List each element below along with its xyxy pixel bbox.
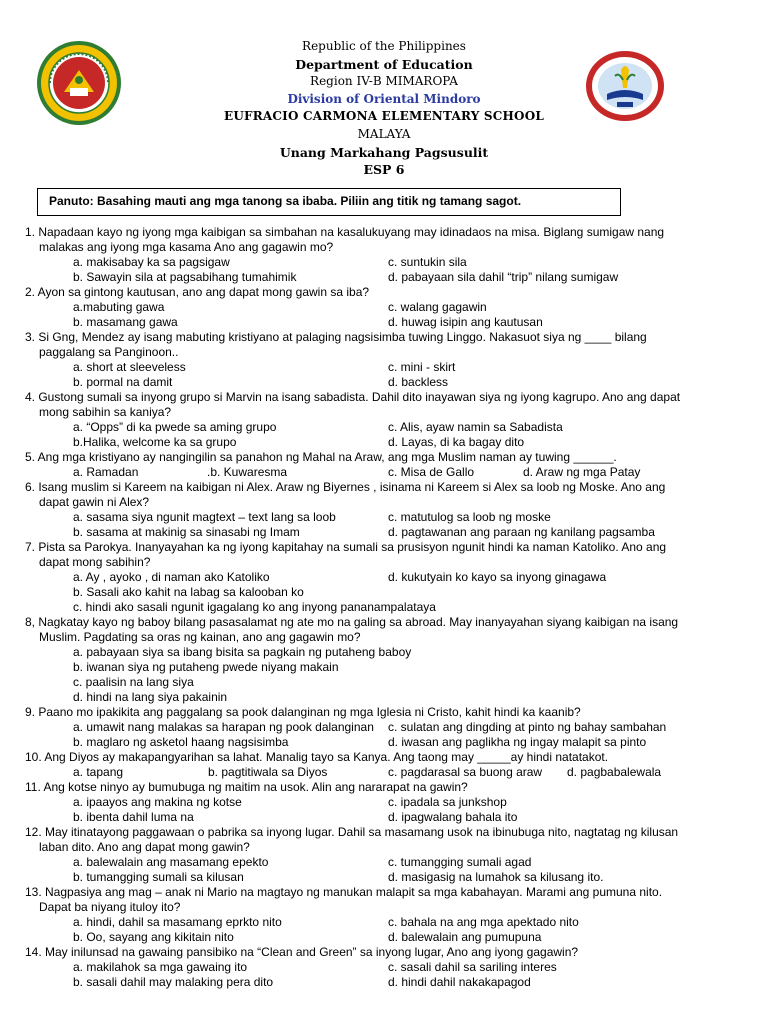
question-14 (0, 945, 768, 990)
question-stem: 4. Gustong sumali sa inyong grupo si Marvin na isang sabadista. Dahil dito inayawan siya ng iyong kagrupo. Ano ang dapat (25, 390, 681, 404)
question-stem: paggalang sa Panginoon.. (39, 345, 179, 359)
option-c: c. paalisin na lang siya (73, 675, 194, 689)
option-b: b. Oo, sayang ang kikitain nito (73, 930, 234, 944)
option-c: c. bahala na ang mga apektado nito (388, 915, 579, 929)
option-c: c. suntukin sila (388, 255, 467, 269)
question-stem: 11. Ang kotse ninyo ay bumubuga ng maitim na usok. Alin ang nararapat na gawin? (25, 780, 468, 794)
option-b: b. maglaro ng asketol haang nagsisimba (73, 735, 289, 749)
question-stem: dapat gawin ni Alex? (39, 495, 150, 509)
option-d: d. hindi dahil nakakapagod (388, 975, 531, 989)
question-stem: Dapat ba niyang ituloy ito? (39, 900, 181, 914)
school-name: EUFRACIO CARMONA ELEMENTARY SCHOOL (224, 109, 544, 124)
option-d: d. Araw ng mga Patay (523, 465, 641, 479)
question-10 (0, 750, 768, 780)
question-5 (0, 450, 768, 480)
option-d: d. ipagwalang bahala ito (388, 810, 518, 824)
option-c: c. sasali dahil sa sariling interes (388, 960, 557, 974)
question-8 (0, 615, 768, 705)
option-c: c. hindi ako sasali ngunit igagalang ko ang inyong pananampalataya (73, 600, 436, 614)
question-3 (0, 330, 768, 390)
question-stem: 2. Ayon sa gintong kautusan, ano ang dapat mong gawin sa iba? (25, 285, 370, 299)
option-b: b. Sasali ako kahit na labag sa kalooban ko (73, 585, 304, 599)
option-a: a. umawit nang malakas sa harapan ng pook dalanginan (73, 720, 374, 734)
question-12 (0, 825, 768, 885)
question-stem: dapat mong sabihin? (39, 555, 151, 569)
option-b: .b. Kuwaresma (207, 465, 288, 479)
division-line: Division of Oriental Mindoro (287, 91, 481, 106)
option-a: a. Ramadan (73, 465, 139, 479)
question-6 (0, 480, 768, 540)
department-line: Department of Education (295, 56, 473, 72)
question-stem: 3. Si Gng, Mendez ay isang mabuting kristiyano at palaging nagsisimba tuwing Linggo. Nakasuot siya ng ____ bilang (25, 330, 647, 344)
option-c: c. sulatan ang dingding at pinto ng bahay sambahan (388, 720, 667, 734)
option-c: c. pagdarasal sa buong araw (388, 765, 543, 779)
subject-title: ESP 6 (363, 162, 405, 178)
option-a: a. makisabay ka sa pagsigaw (73, 255, 230, 269)
option-b: b. pormal na damit (73, 375, 173, 389)
option-c: c. Misa de Gallo (388, 465, 475, 479)
option-a: a. makilahok sa mga gawaing ito (73, 960, 248, 974)
option-d: d. backless (388, 375, 449, 389)
option-a: a. short at sleeveless (73, 360, 186, 374)
option-b: b. masamang gawa (73, 315, 178, 329)
option-a: a. tapang (73, 765, 124, 779)
option-a: a. ipaayos ang makina ng kotse (73, 795, 242, 809)
option-a: a. pabayaan siya sa ibang bisita sa pagkain ng putaheng baboy (73, 645, 412, 659)
question-stem: mong sabihin sa kaniya? (39, 405, 172, 419)
question-stem: 13. Nagpasiya ang mag – anak ni Mario na magtayo ng manukan malapit sa mga kabahayan. Marami ang pumuna nito. (25, 885, 663, 899)
question-stem: 9. Paano mo ipakikita ang paggalang sa pook dalanginan ng mga Iglesia ni Cristo, kahit hindi ka kaanib? (25, 705, 581, 719)
option-c: c. ipadala sa junkshop (388, 795, 507, 809)
option-d: d. pagbabalewala (567, 765, 662, 779)
option-c: c. tumangging sumali agad (388, 855, 532, 869)
town-line: MALAYA (357, 126, 411, 141)
option-d: d. pagtawanan ang paraan ng kanilang pagsamba (388, 525, 655, 539)
option-b: b. tumangging sumali sa kilusan (73, 870, 244, 884)
option-d: d. kukutyain ko kayo sa inyong ginagawa (388, 570, 607, 584)
question-9 (0, 705, 768, 750)
option-d: d. huwag isipin ang kautusan (388, 315, 543, 329)
instructions-box: Panuto: Basahing mauti ang mga tanong sa ibaba. Piliin ang titik ng tamang sagot. (37, 188, 621, 216)
option-b: b. pagtitiwala sa Diyos (208, 765, 328, 779)
option-d: d. iwasan ang paglikha ng ingay malapit sa pinto (388, 735, 647, 749)
option-d: d. balewalain ang pumupuna (388, 930, 542, 944)
option-d: d. hindi na lang siya pakainin (73, 690, 228, 704)
republic-line: Republic of the Philippines (302, 39, 466, 53)
option-b: b. Sawayin sila at pagsabihang tumahimik (73, 270, 297, 284)
option-c: c. Alis, ayaw namin sa Sabadista (388, 420, 563, 434)
question-1 (0, 225, 768, 285)
option-b: b.Halika, welcome ka sa grupo (73, 435, 237, 449)
exam-title: Unang Markahang Pagsusulit (279, 144, 489, 160)
question-stem: malakas ang iyong mga kasama Ano ang gagawin mo? (39, 240, 334, 254)
option-a: a. Ay , ayoko , di naman ako Katoliko (73, 570, 270, 584)
option-a: a.mabuting gawa (73, 300, 165, 314)
option-a: a. balewalain ang masamang epekto (73, 855, 269, 869)
question-stem: 8, Nagkatay kayo ng baboy bilang pasasalamat ng ate mo na galing sa abroad. May inanyayahan siyang kaibigan na isang (25, 615, 679, 629)
question-11 (0, 780, 768, 825)
question-stem: 10. Ang Diyos ay makapangyarihan sa lahat. Manalig tayo sa Kanya. Ang taong may _____ay hindi natatakot. (25, 750, 609, 764)
option-c: c. walang gagawin (388, 300, 487, 314)
option-b: b. sasali dahil may malaking pera dito (73, 975, 274, 989)
question-stem: 7. Pista sa Parokya. Inanyayahan ka ng iyong kapitahay na sumali sa prusisyon ngunit hindi ka naman Katoliko. Ano ang (25, 540, 667, 554)
question-7 (0, 540, 768, 615)
question-stem: 6. Isang muslim si Kareem na kaibigan ni Alex. Araw ng Biyernes , isinama ni Kareem si Alex sa loob ng Moske. Ano ang (25, 480, 666, 494)
question-stem: 5. Ang mga kristiyano ay nangingilin sa panahon ng Mahal na Araw, ang mga Muslim naman ay tuwing ______. (25, 450, 617, 464)
question-13 (0, 885, 768, 945)
question-2 (0, 285, 768, 330)
option-a: a. “Opps” di ka pwede sa aming grupo (73, 420, 277, 434)
option-a: a. sasama siya ngunit magtext – text lang sa loob (73, 510, 336, 524)
question-stem: 14. May inilunsad na gawaing pansibiko na “Clean and Green” sa inyong lugar, Ano ang iyong gagawin? (25, 945, 579, 959)
question-stem: Muslim. Pagdating sa oras ng kainan, ano ang gagawin mo? (39, 630, 361, 644)
question-stem: 12. May itinatayong paggawaan o pabrika sa inyong lugar. Dahil sa masamang usok na ibinubuga nito, nagtatag ng kilusan (25, 825, 679, 839)
document-header (0, 38, 768, 179)
option-c: c. matutulog sa loob ng moske (388, 510, 551, 524)
question-stem: laban dito. Ano ang dapat mong gawin? (39, 840, 250, 854)
question-stem: 1. Napadaan kayo ng iyong mga kaibigan sa simbahan na kasalukuyang may idinadaos na misa. Biglang sumigaw nang (25, 225, 665, 239)
option-d: d. pabayaan sila dahil “trip” nilang sumigaw (388, 270, 619, 284)
option-a: a. hindi, dahil sa masamang eprkto nito (73, 915, 282, 929)
option-b: b. iwanan siya ng putaheng pwede niyang makain (73, 660, 339, 674)
option-b: b. sasama at makinig sa sinasabi ng Imam (73, 525, 300, 539)
question-list (0, 225, 768, 990)
option-b: b. ibenta dahil luma na (73, 810, 194, 824)
option-d: d. Layas, di ka bagay dito (388, 435, 525, 449)
option-c: c. mini - skirt (388, 360, 456, 374)
option-d: d. masigasig na lumahok sa kilusang ito. (388, 870, 604, 884)
question-4 (0, 390, 768, 450)
region-line: Region IV-B MIMAROPA (310, 74, 458, 89)
